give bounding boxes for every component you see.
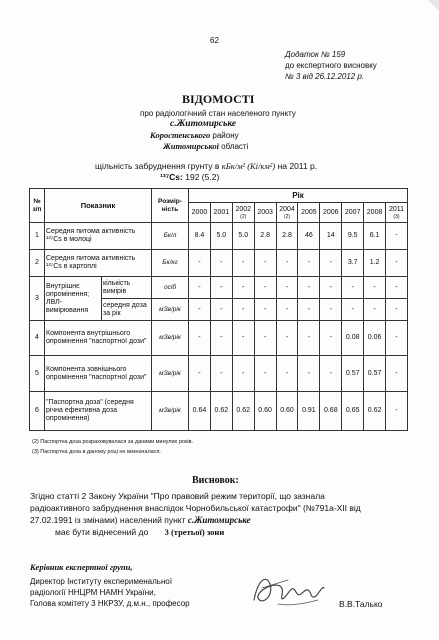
table-row <box>30 277 408 299</box>
value-cell: 46 <box>298 223 320 250</box>
year-note: (3) <box>393 213 400 220</box>
table-body <box>30 223 408 431</box>
value-cell: - <box>298 299 320 321</box>
year-header-cell <box>189 203 211 223</box>
value-cell: 0.68 <box>320 392 342 431</box>
attachment-line2: до експертного висновку <box>285 61 377 70</box>
value-cell: - <box>298 250 320 277</box>
row-number: 3 <box>30 277 45 321</box>
value-cell: - <box>386 299 408 321</box>
row-label: Середня питома активність ¹³⁷Cs в молоці <box>45 223 152 250</box>
value-cell: - <box>298 321 320 356</box>
conclusion-line1: Згідно статті 2 Закону України "Про правовий режим території, що зазнала <box>30 491 325 501</box>
value-cell: 14 <box>320 223 342 250</box>
value-cell: - <box>320 250 342 277</box>
year-label: 2011 <box>388 205 404 213</box>
year-label: 2004 <box>279 205 295 213</box>
year-label: 2000 <box>191 208 208 216</box>
head-line3: Голова комітету 3 НКРЗУ, д.м.н., професор <box>30 599 190 608</box>
row-label: Компонента внутрішнього опромінення "паспортної дози" <box>45 321 152 356</box>
value-cell: 0.91 <box>298 392 320 431</box>
year-note: (2) <box>283 213 291 220</box>
density-label: щільність забруднення грунту в <box>95 161 220 171</box>
year-label: 2002 <box>235 205 252 213</box>
value-cell: - <box>386 277 408 299</box>
table-row <box>30 321 408 356</box>
value-cell: 0.06 <box>364 321 386 356</box>
value-cell: - <box>254 277 276 299</box>
district-suffix: району <box>212 131 239 140</box>
value-cell: - <box>320 321 342 356</box>
value-cell: - <box>210 299 232 321</box>
table-row <box>30 356 408 392</box>
head-line1: Директор Інституту експерименальної <box>30 577 173 586</box>
value-cell: - <box>254 356 276 392</box>
year-label: 2003 <box>257 208 273 216</box>
value-cell: 0.62 <box>364 392 386 431</box>
conclusion-text4: має бути віднесений до <box>55 527 149 537</box>
value-cell: 0.65 <box>342 392 364 431</box>
head-line2: радіології ННЦРМ НАМН України, <box>30 588 156 597</box>
conclusion-settlement: с.Житомирське <box>187 515 251 525</box>
table-row <box>30 223 408 250</box>
row-unit: мЗв/рік <box>152 356 189 392</box>
handwritten-signature <box>248 570 328 612</box>
document-title: ВІДОМОСТІ <box>182 92 255 106</box>
header-year: Рік <box>189 189 408 203</box>
value-cell: - <box>386 392 408 431</box>
cs-line <box>160 172 219 182</box>
value-cell: - <box>386 356 408 392</box>
row-label: Внутрішнє опромінення; ЛВЛ-вимірювання <box>45 277 102 321</box>
footnote-2: (2) Паспортна доза розраховувалася за даними минулих років. <box>32 439 194 445</box>
density-unit: кБк/м² (Кі/км²) <box>221 161 276 171</box>
value-cell: - <box>320 356 342 392</box>
header-indicator: Показник <box>45 189 152 223</box>
value-cell: 5.0 <box>232 223 254 250</box>
year-label: 2005 <box>301 208 317 216</box>
conclusion-line4 <box>55 527 224 537</box>
conclusion-zone: 3 (третьої) зони <box>164 527 225 537</box>
value-cell: 0.08 <box>342 321 364 356</box>
value-cell: - <box>386 321 408 356</box>
conclusion-text3: 27.02.1991 із змінами) населений пункт <box>30 515 186 525</box>
value-cell: - <box>189 250 211 277</box>
year-header-cell <box>342 203 364 223</box>
year-header-cell <box>276 203 298 223</box>
signer-name: В.В.Талько <box>339 599 383 609</box>
value-cell: 0.60 <box>276 392 298 431</box>
value-cell: - <box>189 356 211 392</box>
row-number: 2 <box>30 250 45 277</box>
year-header-cell <box>232 203 254 223</box>
row-number: 1 <box>30 223 45 250</box>
district-line <box>150 130 239 140</box>
value-cell: 2.8 <box>254 223 276 250</box>
header-num: № з/п <box>30 189 45 223</box>
conclusion-line2: радіоактивного забруднення внаслідок Чорнобильської катастрофи" (№791а-XII від <box>30 503 361 513</box>
year-header-cell <box>254 203 276 223</box>
value-cell: - <box>254 299 276 321</box>
value-cell: - <box>276 250 298 277</box>
header-unit: Розмір-ність <box>152 189 189 223</box>
document-subtitle: про радіологічний стан населеного пункту <box>140 109 296 118</box>
value-cell: 8.4 <box>189 223 211 250</box>
row-unit: мЗв/рік <box>152 299 189 321</box>
settlement-name: с.Житомирське <box>170 119 237 129</box>
attachment-line3: № 3 від 26.12.2012 р. <box>285 72 365 81</box>
value-cell: - <box>210 250 232 277</box>
value-cell: - <box>364 277 386 299</box>
row-label: Середня питома активність ¹³⁷Cs в картоплі <box>45 250 152 277</box>
value-cell: 9.5 <box>342 223 364 250</box>
year-label: 2006 <box>323 208 339 216</box>
value-cell: - <box>189 277 211 299</box>
value-cell: - <box>232 299 254 321</box>
density-year: на 2011 р. <box>277 161 318 171</box>
attachment-line1: Додаток № 159 <box>285 50 346 59</box>
value-cell: 5.0 <box>210 223 232 250</box>
value-cell: - <box>298 356 320 392</box>
value-cell: 3.7 <box>342 250 364 277</box>
page-corner-fold <box>428 0 439 11</box>
row-number: 4 <box>30 321 45 356</box>
value-cell: - <box>320 299 342 321</box>
value-cell: 0.62 <box>210 392 232 431</box>
value-cell: - <box>386 250 408 277</box>
value-cell: - <box>320 277 342 299</box>
row-label: Компонента зовнішнього опромінення "паспортної дози" <box>45 356 152 392</box>
value-cell: - <box>342 299 364 321</box>
year-note: (2) <box>240 213 247 220</box>
year-header-cell <box>210 203 232 223</box>
row-sublabel: середня доза за рік <box>102 299 152 321</box>
value-cell: - <box>298 277 320 299</box>
value-cell: - <box>210 277 232 299</box>
district-name: Коростенського <box>150 130 211 140</box>
row-unit: мЗв/рік <box>152 321 189 356</box>
value-cell: 0.64 <box>189 392 211 431</box>
row-unit: Бк/л <box>152 223 189 250</box>
year-label: 2001 <box>213 208 230 216</box>
head-title: Керівник експертної групи, <box>30 562 133 572</box>
value-cell: 0.57 <box>364 356 386 392</box>
year-header-cell <box>320 203 342 223</box>
value-cell: - <box>189 299 211 321</box>
year-label: 2007 <box>344 208 361 216</box>
conclusion-line3 <box>30 515 251 525</box>
page-number: 62 <box>210 36 219 45</box>
footnote-3: (3) Паспортна доза в даному році не визначалася. <box>32 449 161 455</box>
density-line <box>95 161 317 171</box>
table-row <box>30 250 408 277</box>
value-cell: 6.1 <box>364 223 386 250</box>
value-cell: - <box>342 277 364 299</box>
year-header-cell <box>364 203 386 223</box>
value-cell: - <box>210 356 232 392</box>
value-cell: - <box>232 321 254 356</box>
value-cell: 0.60 <box>254 392 276 431</box>
conclusion-title: Висновок: <box>192 475 239 486</box>
region-suffix: області <box>221 142 249 151</box>
value-cell: 0.57 <box>342 356 364 392</box>
value-cell: - <box>276 321 298 356</box>
value-cell: - <box>232 250 254 277</box>
value-cell: - <box>276 299 298 321</box>
value-cell: - <box>276 356 298 392</box>
cs-value: 192 (5.2) <box>185 172 220 182</box>
value-cell: - <box>232 356 254 392</box>
year-header-cell <box>386 203 408 223</box>
region-line <box>163 141 248 151</box>
year-header-cell <box>298 203 320 223</box>
row-number: 5 <box>30 356 45 392</box>
row-label: "Паспортна доза" (середня річна ефективна доза опромінення) <box>45 392 152 431</box>
value-cell: - <box>254 250 276 277</box>
value-cell: - <box>276 277 298 299</box>
year-label: 2008 <box>366 208 383 216</box>
value-cell: - <box>210 321 232 356</box>
value-cell: - <box>254 321 276 356</box>
row-unit: мЗв/рік <box>152 392 189 431</box>
value-cell: 1.2 <box>364 250 386 277</box>
value-cell: - <box>189 321 211 356</box>
row-unit: осіб <box>152 277 189 299</box>
row-unit: Бк/кг <box>152 250 189 277</box>
value-cell: 2.8 <box>276 223 298 250</box>
row-number: 6 <box>30 392 45 431</box>
radiology-table <box>29 188 408 431</box>
value-cell: - <box>386 223 408 250</box>
value-cell: - <box>232 277 254 299</box>
row-sublabel: кількість вимірів <box>102 277 152 299</box>
region-name: Житомирської <box>163 141 220 151</box>
table-row <box>30 392 408 431</box>
cs-label: ¹³⁷Cs: <box>160 172 183 182</box>
value-cell: - <box>364 299 386 321</box>
value-cell: 0.62 <box>232 392 254 431</box>
